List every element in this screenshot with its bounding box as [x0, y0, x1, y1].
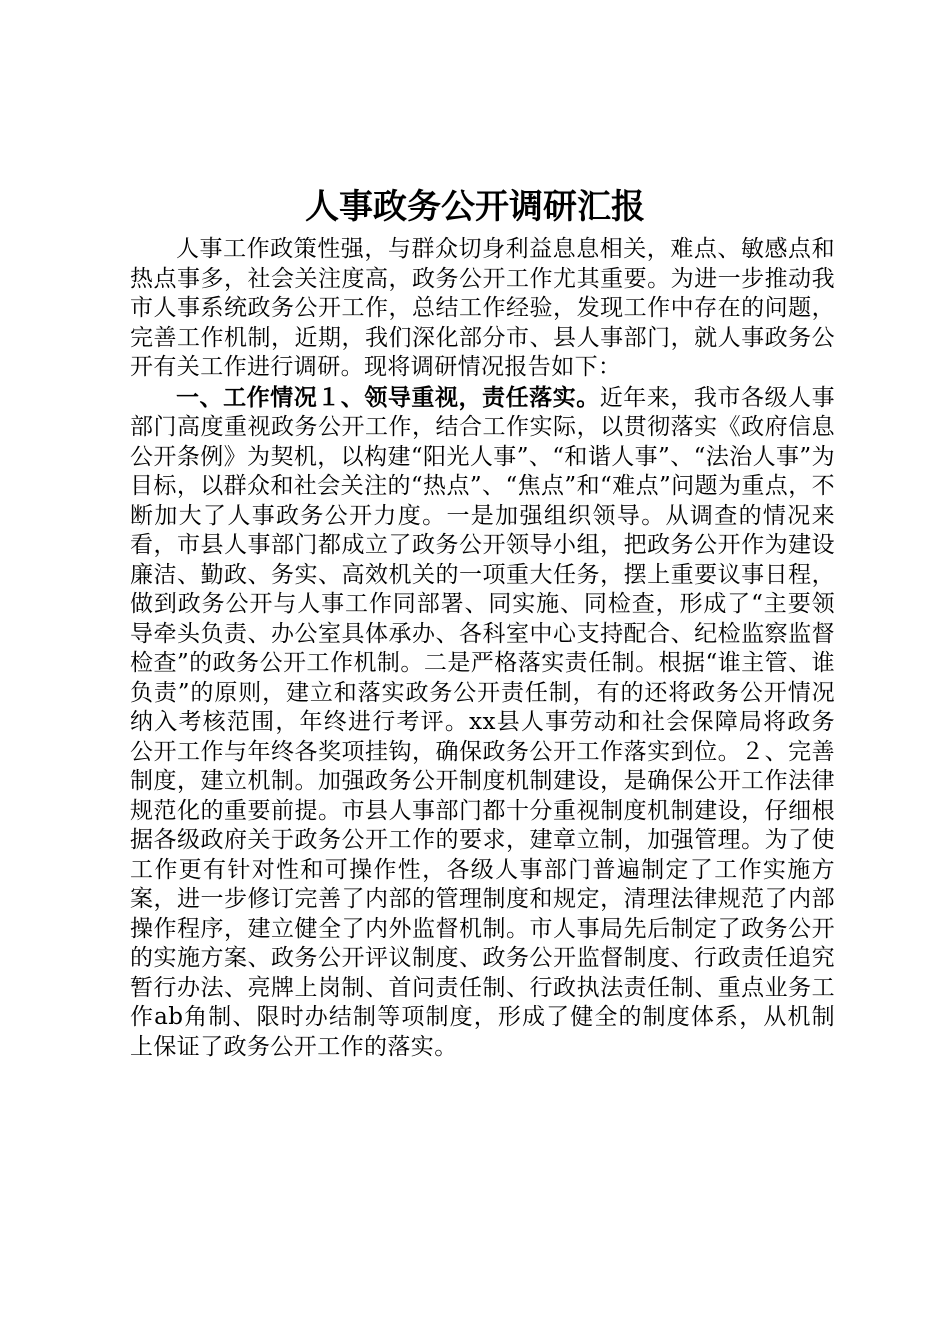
section-one-heading: 一、工作情况１、领导重视，责任落实。	[176, 383, 600, 411]
document-body	[130, 235, 835, 1062]
section-one-paragraph	[130, 383, 835, 1063]
document-title: 人事政务公开调研汇报	[305, 187, 645, 227]
intro-paragraph: 人事工作政策性强，与群众切身利益息息相关，难点、敏感点和热点事多，社会关注度高，政务公开工作尤其重要。为进一步推动我市人事系统政务公开工作，总结工作经验，发现工作中存在的问题，完善工作机制，近期，我们深化部分市、县人事部门，就人事政务公开有关工作进行调研。现将调研情况报告如下：	[130, 236, 835, 380]
section-one-text: 近年来，我市各级人事部门高度重视政务公开工作，结合工作实际，以贯彻落实《政府信息公开条例》为契机，以构建“阳光人事”、“和谐人事”、“法治人事”为目标，以群众和社会关注的“热点”、“焦点”和“难点”问题为重点，不断加大了人事政务公开力度。一是加强组织领导。从调查的情况来看，市县人事部门都成立了政务公开领导小组，把政务公开作为建设廉洁、勤政、务实、高效机关的一项重大任务，摆上重要议事日程，做到政务公开与人事工作同部署、同实施、同检查，形成了“主要领导牵头负责、办公室具体承办、各科室中心支持配合、纪检监察监督检查”的政务公开工作机制。二是严格落实责任制。根据“谁主管、谁负责”的原则，建立和落实政务公开责任制，有的还将政务公开情况纳入考核范围，年终进行考评。xx县人事劳动和社会保障局将政务公开工作与年终各奖项挂钩，确保政务公开工作落实到位。２、完善制度，建立机制。加强政务公开制度机制建设，是确保公开工作法律规范化的重要前提。市县人事部门都十分重视制度机制建设，仔细根据各级政府关于政务公开工作的要求，建章立制，加强管理。为了使工作更有针对性和可操作性，各级人事部门普遍制定了工作实施方案，进一步修订完善了内部的管理制度和规定，清理法律规范了内部操作程序，建立健全了内外监督机制。市人事局先后制定了政务公开的实施方案、政务公开评议制度、政务公开监督制度、行政责任追究暂行办法、亮牌上岗制、首问责任制、行政执法责任制、重点业务工作ab角制、限时办结制等项制度，形成了健全的制度体系，从机制上保证了政务公开工作的落实。	[130, 384, 835, 1060]
